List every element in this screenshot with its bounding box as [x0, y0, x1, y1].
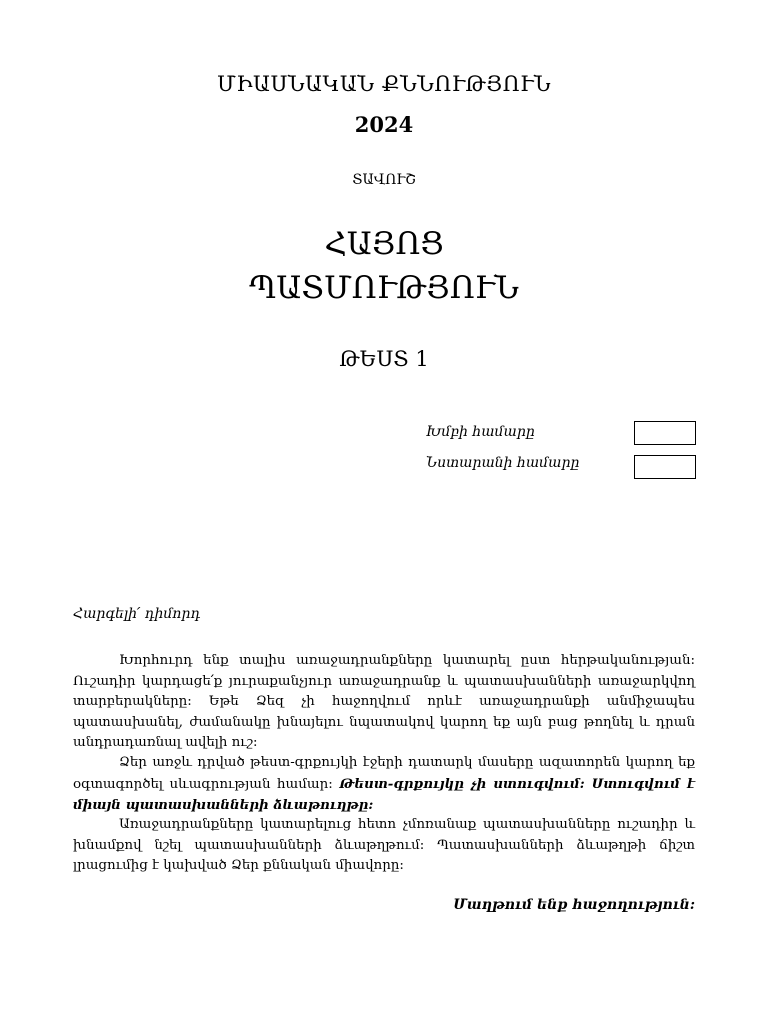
seat-number-field[interactable]: [634, 455, 696, 479]
exam-title: ՄԻԱՍՆԱԿԱՆ ՔՆՆՈՒԹՅՈՒՆ: [216, 72, 551, 96]
group-number-label: Խմբի համարը: [426, 424, 535, 440]
exam-year: 2024: [354, 112, 414, 137]
test-label: ԹԵՍՏ 1: [339, 347, 429, 371]
subject-title-line2: ՊԱՏՄՈՒԹՅՈՒՆ: [249, 270, 519, 306]
greeting: Հարգելի՛ դիմորդ: [73, 606, 201, 622]
instruction-text-1: Խորհուրդ ենք տալիս առաջադրանքները կատարել ըստ հերթականության: Ուշադիր կարդացե՛ք յուրաքանչյուր առաջադրանք և պատասխանների առաջարկվող տարբերակները: Եթե Ձեզ չի հաջողվում որևէ առաջադրանքի անմիջապես պատասխանել, ժամանակը խնայելու նպատակով կարող եք այն բաց թողնել և դրան անդրադառնալ ավելի ուշ:: [73, 653, 695, 750]
instruction-paragraph-2: [73, 753, 695, 817]
region-name: ՏԱՎՈՒՇ: [352, 172, 416, 188]
subject-title-line1: ՀԱՅՈՑ: [324, 226, 444, 262]
instruction-text-2: Ձեր առջև դրված թեստ-գրքույկի էջերի դատարկ մասերը ազատորեն կարող եք օգտագործել սևագրության համար:: [73, 755, 695, 792]
instruction-emphasis: Թեստ-գրքույկը չի ստուգվում: Ստուգվում է միայն պատասխանների ձևաթուղթը:: [73, 775, 695, 813]
seat-number-label: Նստարանի համարը: [426, 455, 580, 471]
group-number-field[interactable]: [634, 421, 696, 445]
closing-wish: Մաղթում ենք հաջողություն:: [453, 897, 695, 913]
instruction-paragraph-3: [73, 815, 695, 877]
instruction-text-3: Առաջադրանքները կատարելուց հետո չմոռանաք պատասխանները ուշադիր և խնամքով նշել պատասխանների ձևաթղթում: Պատասխանների ձևաթղթի ճիշտ լրացումից է կախված Ձեր քննական միավորը:: [73, 817, 695, 873]
subject-title: [0, 222, 768, 310]
instruction-paragraph-1: [73, 651, 695, 754]
